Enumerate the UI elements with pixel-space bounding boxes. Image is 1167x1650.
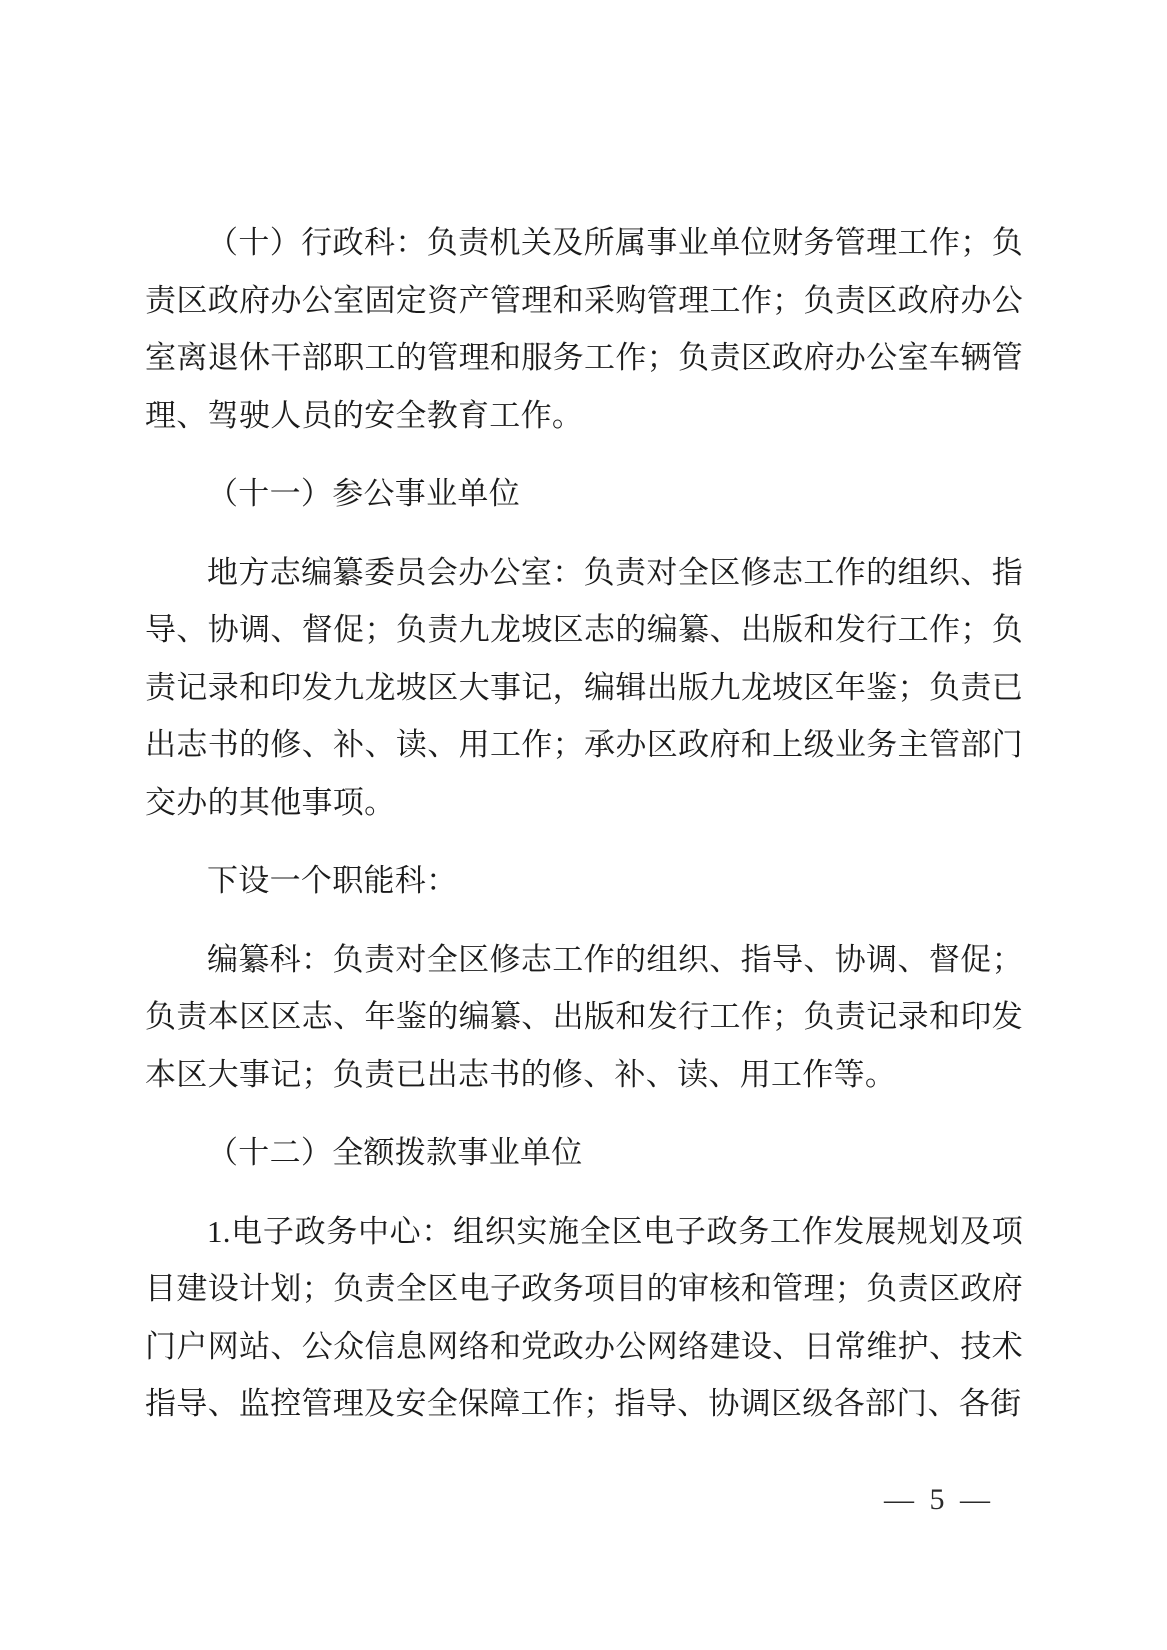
- document-body: [145, 214, 1023, 1433]
- section-heading-11: （十一）参公事业单位: [207, 476, 520, 511]
- body-paragraph-subordinate-division-intro: 下设一个职能科：: [207, 863, 458, 898]
- page-number: — 5 —: [884, 1483, 994, 1516]
- body-paragraph-section-10: （十）行政科：负责机关及所属事业单位财务管理工作；负责区政府办公室固定资产管理和采购管理工作；负责区政府办公室离退休干部职工的管理和服务工作；负责区政府办公室车辆管理、驾驶人员的安全教育工作。: [145, 225, 1023, 433]
- section-heading-12: （十二）全额拨款事业单位: [207, 1135, 583, 1170]
- body-paragraph-local-chronicles-office: 地方志编纂委员会办公室：负责对全区修志工作的组织、指导、协调、督促；负责九龙坡区志的编纂、出版和发行工作；负责记录和印发九龙坡区大事记，编辑出版九龙坡区年鉴；负责已出志书的修、补、读、用工作；承办区政府和上级业务主管部门交办的其他事项。: [145, 554, 1023, 820]
- body-paragraph-egov-center: 1.电子政务中心：组织实施全区电子政务工作发展规划及项目建设计划；负责全区电子政务项目的审核和管理；负责区政府门户网站、公众信息网络和党政办公网络建设、日常维护、技术指导、监控管理及安全保障工作；指导、协调区级各部门、各街: [145, 1213, 1023, 1421]
- body-paragraph-compilation-division: 编纂科：负责对全区修志工作的组织、指导、协调、督促；负责本区区志、年鉴的编纂、出版和发行工作；负责记录和印发本区大事记；负责已出志书的修、补、读、用工作等。: [145, 941, 1023, 1092]
